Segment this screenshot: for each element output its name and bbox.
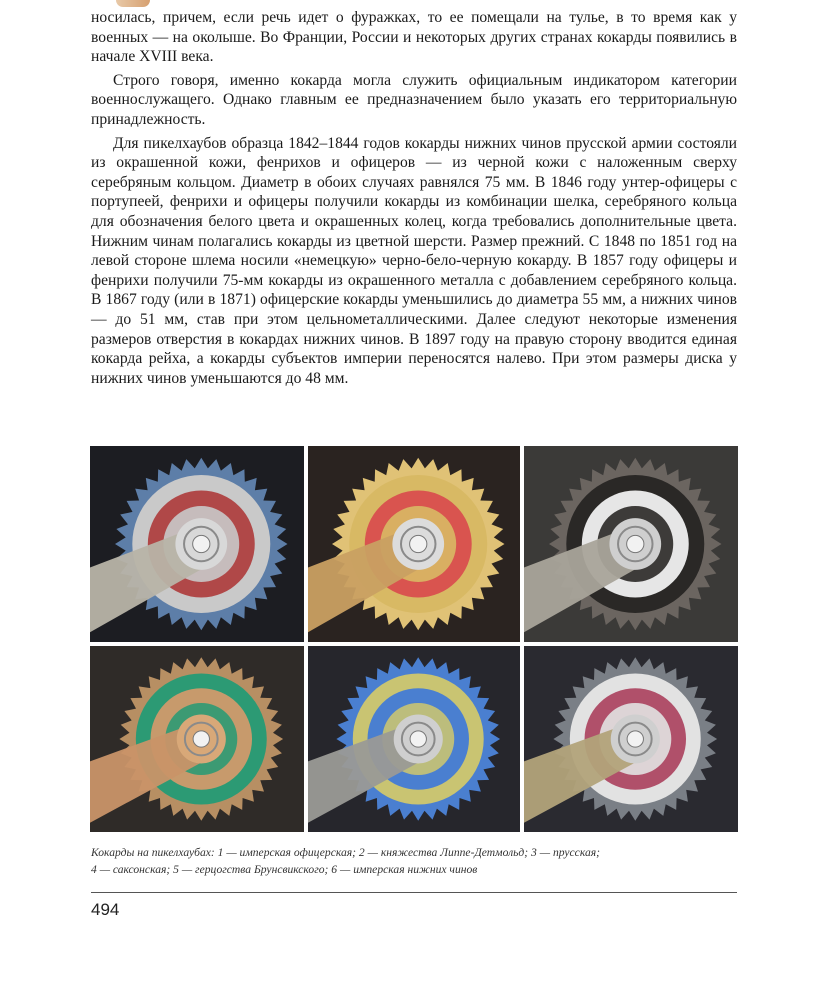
cockade-drawing — [308, 646, 520, 832]
top-ornament — [116, 0, 150, 7]
caption-line-1: Кокарды на пикелхаубах: 1 — имперская офицерская; 2 — княжества Липпе-Детмольд; 3 — прусская; — [91, 846, 601, 859]
cockade-photo-1 — [90, 446, 304, 642]
cockade-drawing — [524, 646, 738, 832]
paragraph-2: Строго говоря, именно кокарда могла служить официальным индикатором категории военнослужащего. Однако главным ее предназначением было указать его территориальную принадлежность. — [91, 71, 737, 128]
cockade-photo-4 — [90, 646, 304, 832]
cockade-photo-6 — [524, 646, 738, 832]
cockade-photo-2 — [308, 446, 520, 642]
cockade-photo-3 — [524, 446, 738, 642]
page-number: 494 — [91, 900, 120, 919]
cockade-drawing — [524, 446, 738, 642]
cockade-drawing — [308, 446, 520, 642]
cockade-drawing — [90, 446, 304, 642]
footer-rule — [91, 892, 737, 893]
cockade-photo-5 — [308, 646, 520, 832]
cockade-drawing — [90, 646, 304, 832]
paragraph-1: носилась, причем, если речь идет о фуражках, то ее помещали на тулье, в то время как у военных — на околыше. Во Франции, России и некоторых других странах кокарды появились в начале XVIII века. — [91, 9, 737, 66]
caption-line-2: 4 — саксонская; 5 — герцогства Брунсвикского; 6 — имперская нижних чинов — [91, 863, 478, 876]
paragraph-3: Для пикелхаубов образца 1842–1844 годов кокарды нижних чинов прусской армии состояли из окрашенной кожи, фенрихов и офицеров — из черной кожи с наложенным сверху серебряным кольцом. Диаметр в обоих случаях равнялся 75 мм. В 1846 году унтер-офицеры с портупеей, фенрихи и офицеры получили кокарды из комбинации шелка, серебряного кольца для обозначения белого цвета и окрашенных колец, когда требовались дополнительные цвета. Нижним чинам полагались кокарды из цветной шерсти. Размер прежний. С 1848 по 1851 год на левой стороне шлема носили «немецкую» черно-бело-черную кокарду. В 1857 году офицеры и фенрихи получили 75-мм кокарды из окрашенного металла с добавлением серебряного кольца. В 1867 году (или в 1871) офицерские кокарды уменьшились до диаметра 55 мм, а нижних чинов — до 51 мм, став при этом цельнометаллическими. Далее следуют некоторые изменения размеров отверстия в кокардах нижних чинов. В 1897 году на правую сторону вводится единая кокарда рейха, а кокарды субъектов империи переносятся налево. При этом размеры диска у нижних чинов уменьшаются до 48 мм. — [91, 134, 737, 387]
cockade-photo-grid — [90, 444, 738, 832]
figure-caption — [91, 844, 737, 878]
body-text — [91, 8, 737, 388]
